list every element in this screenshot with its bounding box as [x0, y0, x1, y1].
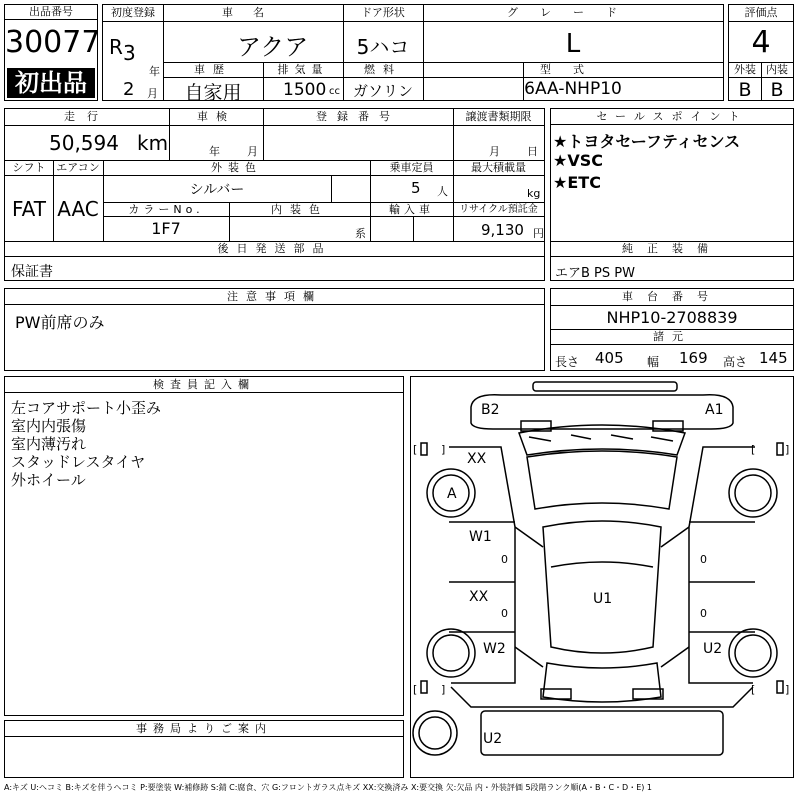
car-diagram: [410, 376, 794, 778]
maxload-unit: kg: [527, 187, 541, 200]
lot-number-label: 出品番号: [5, 5, 97, 20]
later-parts-label: 後日発送部品: [5, 242, 544, 257]
grade-label: グレード: [507, 6, 639, 19]
mileage-label: 走行: [64, 110, 110, 123]
zero-mark: 0: [501, 553, 508, 566]
car-name-label: 車名: [222, 6, 284, 19]
mileage-unit: km: [137, 131, 169, 155]
office-box: [4, 720, 404, 778]
aircon: AAC: [57, 197, 99, 221]
interior-score: B: [770, 79, 784, 101]
zero-mark: 0: [501, 607, 508, 620]
maxload-label: 最大積載量: [471, 161, 526, 174]
displacement: 1500: [283, 80, 327, 100]
width-label: 幅: [647, 355, 660, 369]
transfer-label: 譲渡書類期限: [465, 110, 532, 123]
history: 自家用: [184, 82, 242, 104]
era: R: [109, 35, 123, 59]
color-no-label: カラーNo.: [128, 203, 204, 216]
lot-number: 30077: [5, 25, 101, 60]
length: 405: [595, 349, 624, 367]
tr-day-unit: 日: [527, 145, 538, 158]
mark-rear-qtr-left: W2: [483, 641, 506, 657]
reg-no-label: 登録番号: [316, 110, 400, 123]
car-name: アクア: [237, 33, 309, 61]
month-unit: 月: [147, 87, 158, 100]
door: 5ハコ: [356, 35, 410, 59]
office-label: 事務局よりご案内: [5, 722, 403, 737]
inspector-item: 室内薄汚れ: [11, 435, 87, 453]
mark-rear-bumper: U2: [483, 731, 503, 747]
sales-label: セールスポイント: [551, 110, 793, 125]
equipment-label: 純正装備: [551, 242, 793, 257]
inspector-item: 外ホイール: [11, 471, 86, 489]
vehicle-info-box: [4, 108, 545, 242]
width: 169: [679, 349, 708, 367]
sales-item: ★ETC: [553, 173, 601, 192]
mark-front-right: A1: [705, 402, 724, 418]
insp-month-unit: 月: [247, 145, 258, 158]
year-unit: 年: [149, 65, 160, 78]
bracket-open: [: [751, 443, 756, 456]
length-label: 長さ: [555, 355, 580, 369]
bracket-open: [: [413, 683, 418, 696]
fuel: ガソリン: [352, 82, 413, 100]
score-box: [728, 4, 794, 101]
inspector-label: 検査員記入欄: [5, 378, 403, 393]
capacity-unit: 人: [437, 185, 448, 198]
chassis-number: NHP10-2708839: [606, 308, 738, 327]
score: 4: [751, 25, 771, 60]
inspector-item: 室内内張傷: [11, 417, 87, 435]
color: シルバー: [189, 182, 245, 198]
sales-item: ★トヨタセーフティセンス: [553, 132, 741, 151]
color-no: 1F7: [151, 219, 181, 238]
model: 6AA-NHP10: [524, 79, 622, 99]
mark-roof: U1: [593, 591, 613, 607]
int-color-label: 内装色: [271, 203, 328, 216]
recycle: 9,130: [481, 221, 524, 239]
bracket-open: [: [751, 683, 756, 696]
inspection-label: 車検: [197, 110, 235, 123]
inspector-box: [4, 376, 404, 716]
insp-year-unit: 年: [209, 145, 220, 158]
legend-footer: A:キズ U:ヘコミ B:キズを伴うヘコミ P:要塗装 W:補修跡 S:錆 C:腐食、穴 G:フロントガラス点キズ XX:交換済み X:要交換 欠:欠品 内・外装評価 5段階ランク順(A・B・C・D・E) 1: [4, 783, 653, 792]
sales-item: ★VSC: [553, 151, 603, 170]
bracket-close: ]: [441, 443, 446, 456]
notes-box: [4, 288, 545, 371]
capacity-label: 乗車定員: [389, 161, 434, 174]
capacity: 5: [411, 179, 421, 197]
header-main-box: [102, 4, 724, 104]
color-label: 外装色: [211, 161, 262, 174]
equipment-value: エアB PS PW: [555, 266, 635, 281]
chassis-label: 車台番号: [622, 290, 722, 303]
bracket-close: ]: [441, 683, 446, 696]
displacement-unit: cc: [329, 86, 340, 97]
height-label: 高さ: [723, 355, 748, 369]
bracket-close: ]: [785, 443, 790, 456]
interior-label: 内装: [766, 63, 788, 76]
mileage: 50,594: [49, 131, 119, 155]
first-listing-badge: 初出品: [7, 68, 95, 98]
displacement-label: 排気量: [277, 63, 329, 76]
shift-label: シフト: [12, 161, 46, 174]
int-color-unit: 系: [355, 227, 366, 240]
mark-rear-qtr-right: U2: [703, 641, 723, 657]
dims-label: 諸元: [653, 330, 691, 343]
later-parts-box: [4, 241, 545, 281]
notes-value: PW前席のみ: [15, 313, 105, 332]
first-reg-label: 初度登録: [111, 6, 155, 19]
later-parts-value: 保証書: [11, 264, 53, 280]
exterior-score: B: [738, 79, 752, 101]
inspector-item: スタッドレスタイヤ: [11, 453, 146, 471]
bracket-close: ]: [785, 683, 790, 696]
bracket-open: [: [413, 443, 418, 456]
tr-month-unit: 月: [489, 145, 500, 158]
import-label: 輸入車: [389, 203, 434, 216]
exterior-label: 外装: [734, 63, 756, 76]
reg-month: 2: [123, 79, 135, 100]
chassis-box: [550, 288, 794, 371]
aircon-label: エアコン: [56, 161, 100, 174]
grade: L: [565, 29, 581, 59]
inspector-item: 左コアサポート小歪み: [11, 399, 162, 417]
reg-year: 3: [123, 41, 136, 65]
sales-points-box: [550, 108, 794, 242]
mark-front-left: B2: [481, 402, 500, 418]
zero-mark: 0: [700, 607, 707, 620]
lot-number-box: [4, 4, 101, 101]
mark-fender-left: XX: [467, 451, 487, 467]
notes-label: 注意事項欄: [5, 290, 544, 305]
model-label: 型式: [540, 63, 606, 76]
equipment-box: [550, 241, 794, 281]
car-diagram-svg: [411, 377, 793, 777]
shift: FAT: [11, 197, 46, 221]
door-label: ドア形状: [361, 6, 405, 19]
zero-mark: 0: [700, 553, 707, 566]
recycle-unit: 円: [533, 227, 544, 240]
recycle-label: リサイクル預託金: [459, 204, 538, 215]
height: 145: [759, 349, 788, 367]
mark-front-left-wheel: A: [447, 486, 457, 502]
mark-door-fl: W1: [469, 529, 492, 545]
history-label: 車歴: [194, 63, 232, 76]
mark-door-rl: XX: [469, 589, 489, 605]
score-label: 評価点: [744, 6, 778, 19]
fuel-label: 燃料: [364, 63, 402, 76]
